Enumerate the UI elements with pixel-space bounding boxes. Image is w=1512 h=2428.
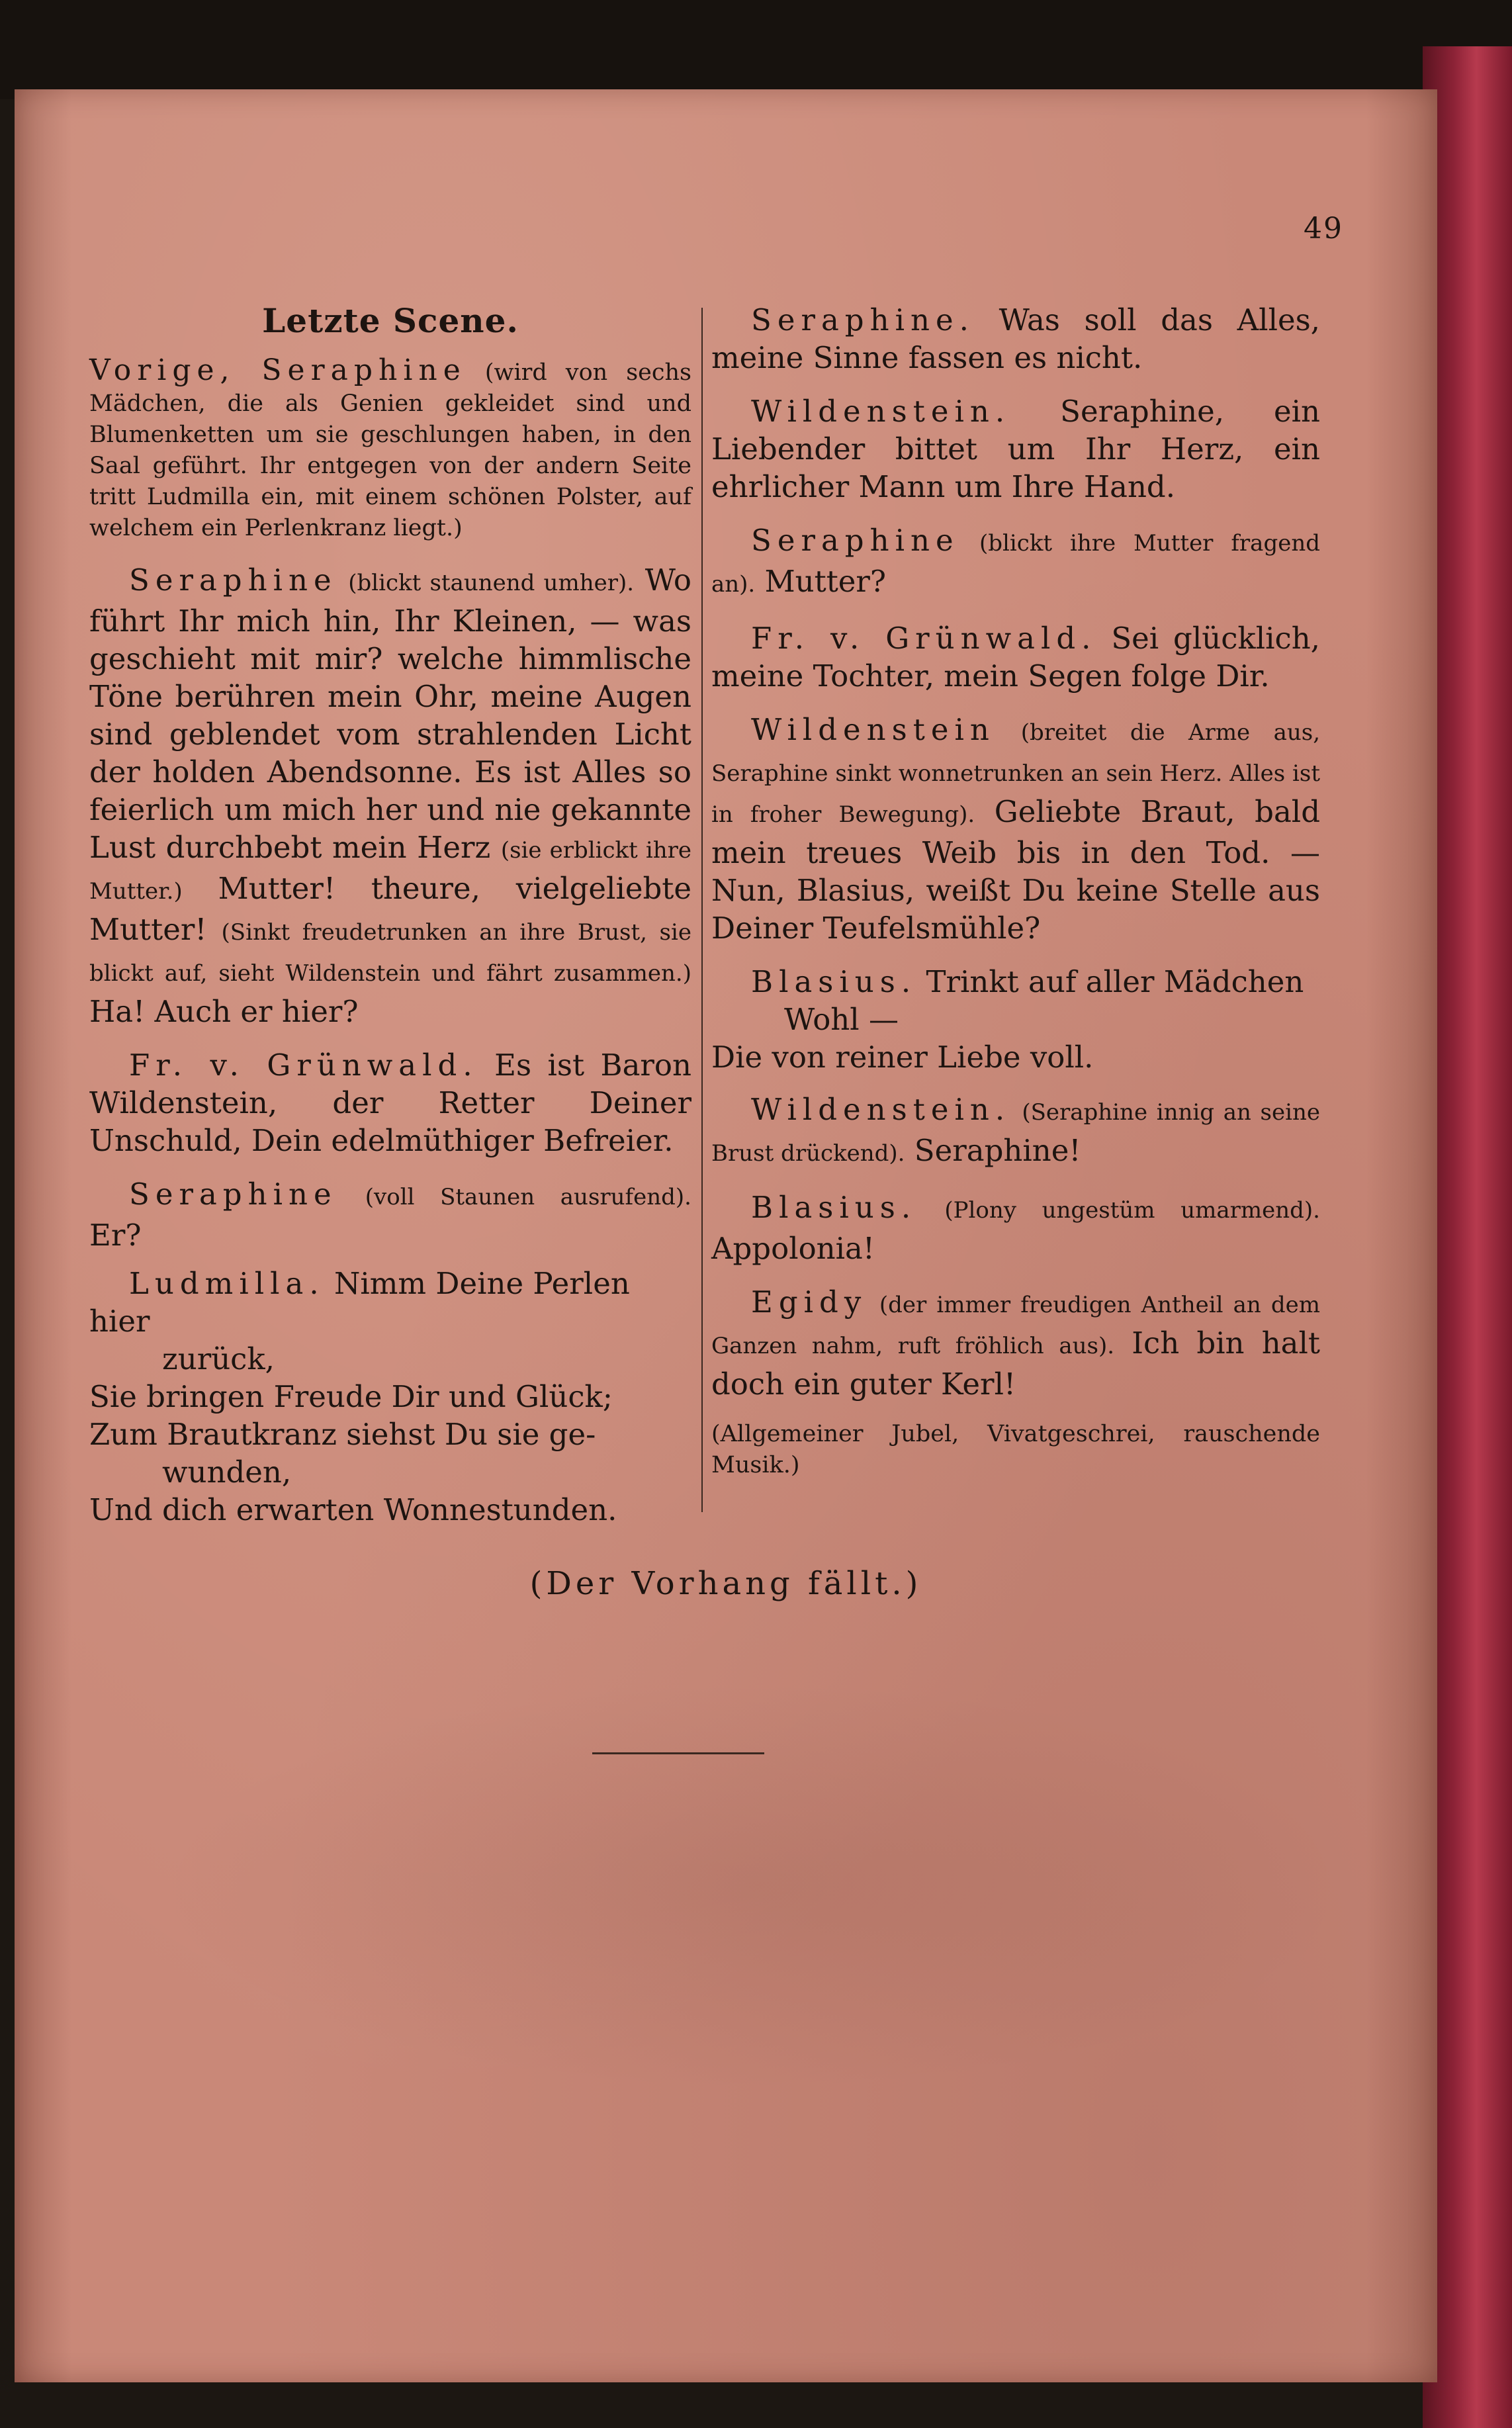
speaker-name: Ludmilla.: [129, 1266, 325, 1301]
speech-text: Ha! Auch er hier?: [89, 994, 359, 1029]
direction-text: (der immer freudigen Antheil an dem Ganzen nahm, ruft fröhlich aus).: [711, 1292, 1320, 1359]
speaker-name: Wildenstein: [751, 712, 995, 747]
verse-block: [89, 1265, 691, 1529]
direction-text: (voll Staunen ausrufend).: [365, 1184, 691, 1210]
speaker-name: Wildenstein.: [751, 394, 1011, 429]
binding-top: [0, 0, 1512, 99]
speech-block: [89, 561, 691, 1030]
right-column: [711, 301, 1320, 1498]
verse-line: wunden,: [162, 1455, 292, 1490]
speech-text: Er?: [89, 1218, 142, 1253]
speaker-name: Seraphine: [751, 523, 959, 558]
speaker-name: Blasius.: [751, 1190, 917, 1225]
speech-block: [711, 1091, 1320, 1173]
speaker-name: Blasius.: [751, 964, 917, 999]
speech-text: Sei glücklich, meine Tochter, mein Segen folge Dir.: [711, 621, 1320, 694]
verse-block: [711, 963, 1320, 1076]
speaker-name: Vorige, Seraphine: [89, 353, 467, 387]
verse-line: Und dich erwarten Wonnestunden.: [89, 1492, 617, 1527]
direction-text: (sie erblickt ihre Mutter.): [89, 837, 691, 905]
speaker-name: Egidy: [751, 1284, 867, 1320]
verse-line: zurück,: [162, 1341, 275, 1376]
speech-text: Mutter?: [764, 564, 887, 599]
column-divider: [701, 308, 703, 1512]
speech-block: [711, 711, 1320, 947]
verse-line: Zum Brautkranz siehst Du sie ge-: [89, 1417, 596, 1452]
direction-text: (breitet die Arme aus, Seraphine sinkt wonnetrunken an sein Herz. Alles ist in froher Bewegung).: [711, 719, 1320, 828]
speech-block: [711, 301, 1320, 377]
speech-text: Wo führt Ihr mich hin, Ihr Kleinen, — was geschieht mit mir? welche himmlische Töne berühren mein Ohr, meine Augen sind geblendet vom strahlenden Licht der holden Abendsonne. Es ist Alles so feierlich um mich her und nie gekannte Lust durchbebt mein Herz: [89, 562, 691, 865]
speech-text: Geliebte Braut, bald mein treues Weib bis in den Tod. — Nun, Blasius, weißt Du keine Stelle aus Deiner Teufelsmühle?: [711, 794, 1320, 946]
verse-line: Wohl —: [784, 1002, 899, 1037]
speech-text: Was soll das Alles, meine Sinne fassen es nicht.: [711, 302, 1320, 375]
stage-direction: (Allgemeiner Jubel, Vivatgeschrei, rauschende Musik.): [711, 1421, 1320, 1478]
verse-line: [711, 963, 1320, 1001]
speech-block: [711, 1283, 1320, 1403]
speech-text: Seraphine!: [914, 1133, 1081, 1168]
speaker-name: Seraphine: [129, 562, 337, 598]
direction-text: (Plony ungestüm umarmend).: [944, 1197, 1320, 1224]
verse-line: Sie bringen Freude Dir und Glück;: [89, 1379, 613, 1414]
verse-text: Nimm Deine Perlen hier: [89, 1266, 630, 1339]
show-through: [152, 1681, 1356, 2091]
speech-text: Ich bin halt doch ein guter Kerl!: [711, 1326, 1320, 1402]
direction-text: (blickt ihre Mutter fragend an).: [711, 530, 1320, 598]
speaker-name: Fr. v. Grünwald.: [751, 621, 1097, 656]
closing-rule: [592, 1752, 764, 1754]
direction-text: (Sinkt freudetrunken an ihre Brust, sie blickt auf, sieht Wildenstein und fährt zusammen.): [89, 919, 691, 987]
speech-block: [89, 1175, 691, 1254]
speaker-name: Seraphine.: [751, 302, 975, 337]
direction-text: (Seraphine innig an seine Brust drückend).: [711, 1099, 1320, 1167]
speaker-name: Fr. v. Grünwald.: [129, 1048, 478, 1083]
speech-text: Appolonia!: [711, 1231, 875, 1266]
verse-line: Die von reiner Liebe voll.: [711, 1040, 1094, 1075]
speaker-name: Wildenstein.: [751, 1092, 1011, 1127]
speech-block: [711, 619, 1320, 695]
direction-text: (blickt staunend umher).: [348, 570, 635, 596]
speech-text: Mutter! theure, vielgeliebte Mutter!: [89, 871, 691, 947]
scene-title: Letzte Scene.: [262, 301, 519, 340]
stage-direction: [89, 355, 691, 544]
page-number: 49: [1304, 212, 1343, 246]
speech-block: [89, 1046, 691, 1159]
speech-text: Es ist Baron Wildenstein, der Retter Deiner Unschuld, Dein edelmüthiger Befreier.: [89, 1048, 691, 1158]
verse-text: Trinkt auf aller Mädchen: [926, 964, 1304, 999]
direction-text: (wird von sechs Mädchen, die als Genien gekleidet sind und Blumenketten um sie geschlungen haben, in den Saal geführt. Ihr entgegen von der andern Seite tritt Ludmilla ein, mit einem schönen Polster, auf welchem ein Perlenkranz liegt.): [89, 359, 691, 541]
verse-line: [89, 1265, 691, 1340]
speaker-name: Seraphine: [129, 1177, 337, 1212]
speech-text: Seraphine, ein Liebender bittet um Ihr Herz, ein ehrlicher Mann um Ihre Hand.: [711, 394, 1320, 504]
speech-block: [711, 1189, 1320, 1267]
curtain-line: (Der Vorhang fällt.): [529, 1565, 922, 1602]
speech-block: [711, 521, 1320, 604]
left-column: [89, 301, 691, 1529]
speech-block: [711, 392, 1320, 506]
